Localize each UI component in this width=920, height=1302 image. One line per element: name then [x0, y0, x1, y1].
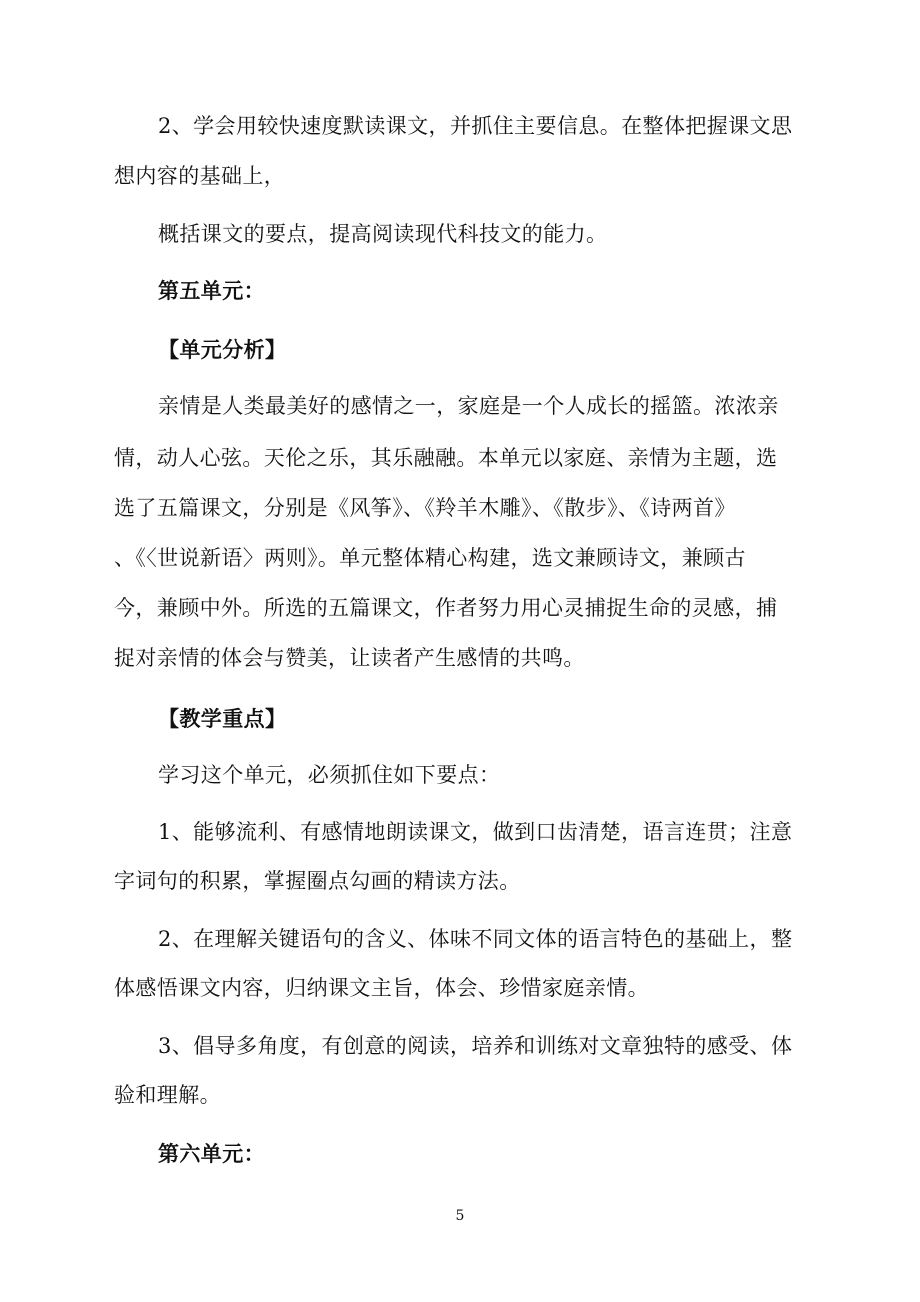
paragraph-line: 亲情是人类最美好的感情之一，家庭是一个人成长的摇篮。浓浓亲 — [158, 394, 779, 418]
paragraph-line: 学习这个单元，必须抓住如下要点： — [158, 763, 501, 787]
subsection-heading: 【教学重点】 — [158, 706, 287, 731]
page-number: 5 — [455, 1208, 465, 1224]
paragraph-line: 字词句的积累，掌握圈点勾画的精读方法。 — [114, 869, 521, 893]
section-heading: 第六单元： — [158, 1141, 265, 1166]
paragraph-line: 2、在理解关键语句的含义、体味不同文体的语言特色的基础上，整 — [158, 927, 793, 951]
paragraph-line: 、《〈世说新语〉两则》。单元整体精心构建，选文兼顾诗文，兼顾古 — [114, 546, 746, 570]
paragraph-line: 想内容的基础上， — [114, 164, 286, 188]
paragraph-line: 今，兼顾中外。所选的五篇课文，作者努力用心灵捕捉生命的灵感，捕 — [114, 596, 778, 620]
paragraph-line: 捉对亲情的体会与赞美，让读者产生感情的共鸣。 — [114, 646, 585, 670]
paragraph-line: 1、能够流利、有感情地朗读课文，做到口齿清楚，语言连贯；注意 — [158, 820, 793, 844]
paragraph-line: 3、倡导多角度，有创意的阅读，培养和训练对文章独特的感受、体 — [158, 1034, 793, 1058]
subsection-heading: 【单元分析】 — [158, 337, 287, 362]
paragraph-line: 体感悟课文内容，归纳课文主旨，体会、珍惜家庭亲情。 — [114, 976, 649, 1000]
paragraph-line: 概括课文的要点，提高阅读现代科技文的能力。 — [158, 222, 608, 246]
paragraph-line: 情，动人心弦。天伦之乐，其乐融融。本单元以家庭、亲情为主题，选 — [114, 446, 778, 470]
section-heading: 第五单元： — [158, 278, 265, 303]
paragraph-line: 选了五篇课文，分别是《风筝》、《羚羊木雕》、《散步》、《诗两首》 — [114, 496, 736, 520]
paragraph-line: 2、学会用较快速度默读课文，并抓住主要信息。在整体把握课文思 — [158, 114, 793, 138]
paragraph-line: 验和理解。 — [114, 1083, 221, 1107]
